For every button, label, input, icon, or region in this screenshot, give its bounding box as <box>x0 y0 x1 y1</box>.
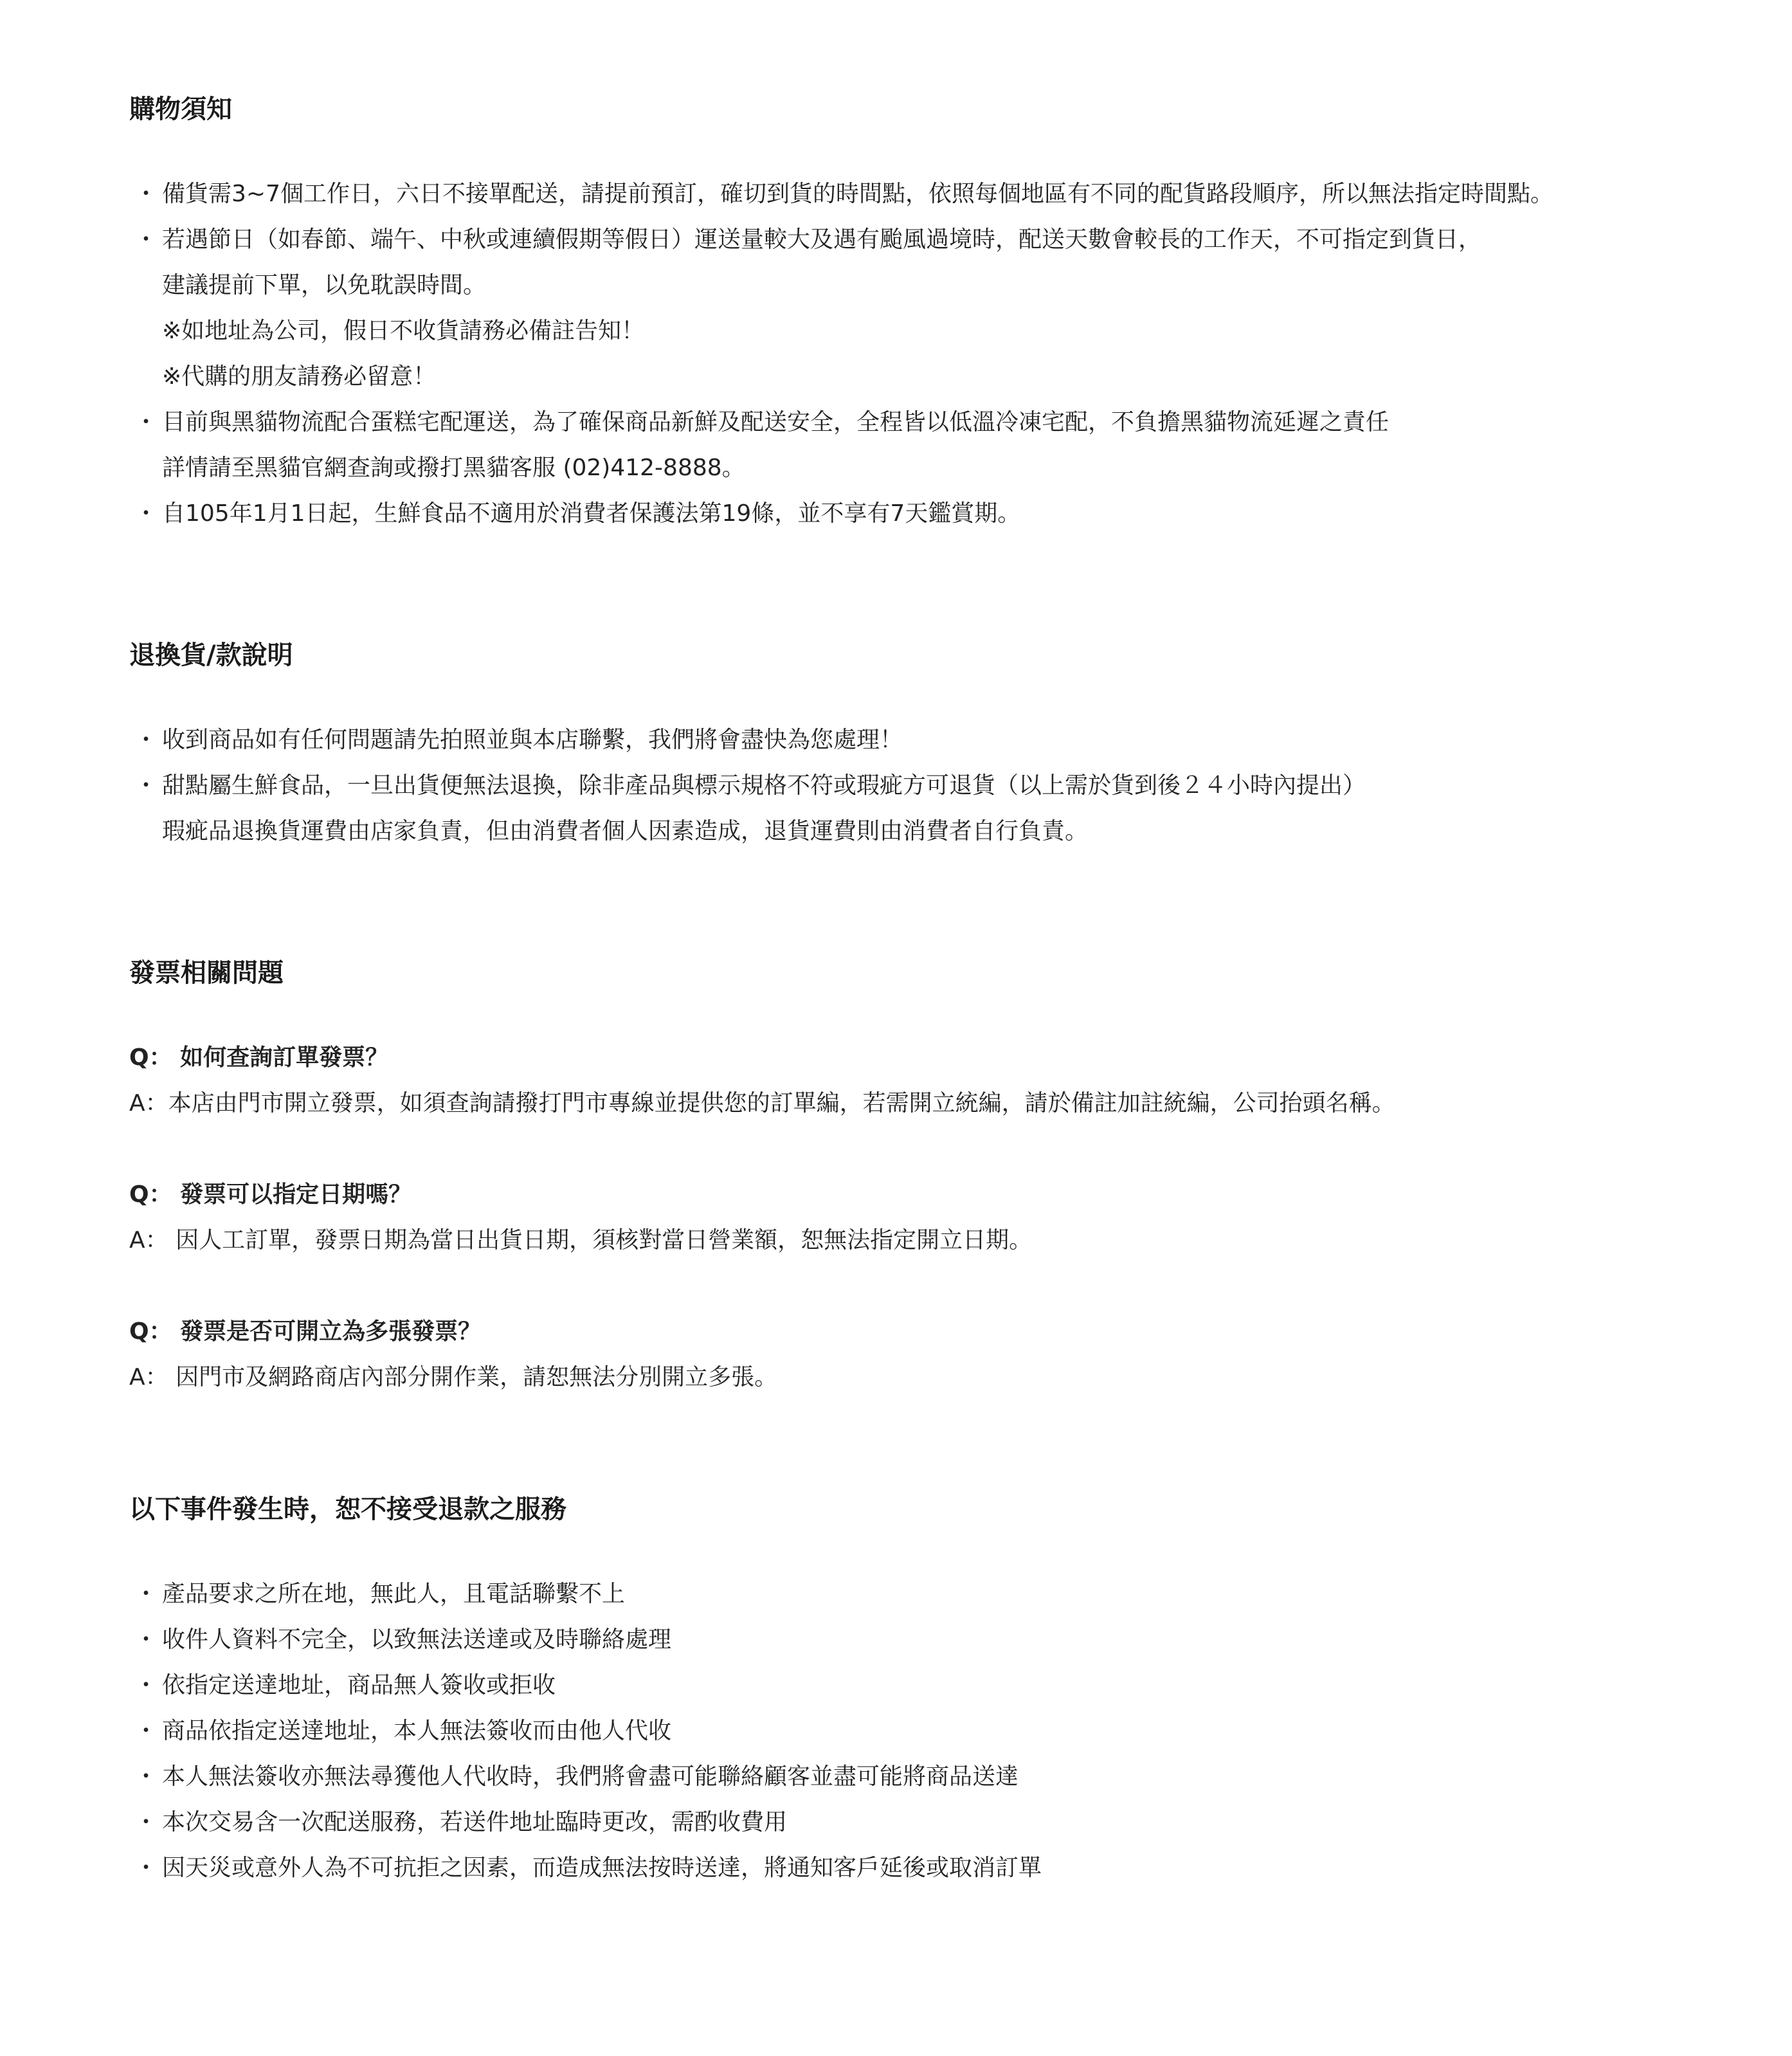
faq-question: Q： 發票是否可開立為多張發票？ <box>129 1318 482 1345</box>
list-item <box>129 1708 1792 1754</box>
list-item <box>129 717 1792 763</box>
returns-list <box>129 717 1792 854</box>
list-item-text: 依指定送達地址，商品無人簽收或拒收 <box>162 1672 556 1698</box>
list-item <box>129 1571 1792 1617</box>
list-item-text: 自105年1月1日起，生鮮食品不適用於消費者保護法第19條，並不享有7天鑑賞期。 <box>162 500 1021 527</box>
list-item-text: 收到商品如有任何問題請先拍照並與本店聯繫，我們將會盡快為您處理！ <box>162 727 903 753</box>
bullet-dot: ・ <box>134 1718 158 1744</box>
no-refund-list <box>129 1571 1792 1891</box>
list-item <box>129 217 1792 399</box>
list-item <box>129 1799 1792 1845</box>
faq-item <box>129 1035 1792 1126</box>
bullet-dot: ・ <box>134 226 158 253</box>
invoice-section <box>129 954 1792 1400</box>
bullet-dot: ・ <box>134 1763 158 1790</box>
shopping-notice-section <box>129 90 1792 536</box>
list-item-text: ※如地址為公司，假日不收貨請務必備註告知！ <box>162 318 645 344</box>
bullet-dot: ・ <box>134 500 158 527</box>
list-item-text: ※代購的朋友請務必留意！ <box>162 363 437 390</box>
faq-question: Q： 發票可以指定日期嗎？ <box>129 1181 412 1208</box>
shopping-notice-list <box>129 171 1792 536</box>
bullet-dot: ・ <box>134 1581 158 1607</box>
faq-question: Q： 如何查詢訂單發票？ <box>129 1044 389 1071</box>
bullet-dot: ・ <box>134 1809 158 1835</box>
bullet-dot: ・ <box>134 181 158 207</box>
list-item-text: 瑕疵品退換貨運費由店家負責，但由消費者個人因素造成，退貨運費則由消費者自行負責。 <box>162 818 1089 844</box>
list-item-text: 本人無法簽收亦無法尋獲他人代收時，我們將會盡可能聯絡顧客並盡可能將商品送達 <box>162 1763 1019 1790</box>
faq-answer: A： 因人工訂單，發票日期為當日出貨日期，須核對當日營業額，恕無法指定開立日期。 <box>129 1227 1033 1253</box>
section-title-no-refund: 以下事件發生時，恕不接受退款之服務 <box>129 1495 566 1524</box>
bullet-dot: ・ <box>134 1672 158 1698</box>
faq-answer: A： 因門市及網路商店內部分開作業，請恕無法分別開立多張。 <box>129 1364 778 1390</box>
list-item-text: 本次交易含一次配送服務，若送件地址臨時更改，需酌收費用 <box>162 1809 788 1835</box>
list-item-text: 備貨需3~7個工作日，六日不接單配送，請提前預訂，確切到貨的時間點，依照每個地區有不同的配貨路段順序，所以無法指定時間點。 <box>162 181 1553 207</box>
list-item-text: 產品要求之所在地，無此人，且電話聯繫不上 <box>162 1581 626 1607</box>
list-item-text: 收件人資料不完全，以致無法送達或及時聯絡處理 <box>162 1626 672 1653</box>
list-item-text: 建議提前下單，以免耽誤時間。 <box>162 272 487 298</box>
section-title-invoice: 發票相關問題 <box>129 958 284 988</box>
list-item-text: 若遇節日（如春節、端午、中秋或連續假期等假日）運送量較大及遇有颱風過境時，配送天數會較長的工作天，不可指定到貨日， <box>162 226 1482 253</box>
list-item <box>129 491 1792 536</box>
list-item <box>129 1754 1792 1799</box>
invoice-faq <box>129 1035 1792 1400</box>
list-item <box>129 763 1792 854</box>
list-item-text: 詳情請至黑貓官網查詢或撥打黑貓客服 (02)412-8888。 <box>162 455 745 481</box>
faq-item <box>129 1172 1792 1263</box>
list-item <box>129 1617 1792 1662</box>
list-item-text: 目前與黑貓物流配合蛋糕宅配運送，為了確保商品新鮮及配送安全，全程皆以低溫冷凍宅配，不負擔黑貓物流延遲之責任 <box>162 409 1389 435</box>
bullet-dot: ・ <box>134 1626 158 1653</box>
list-item <box>129 399 1792 491</box>
list-item <box>129 1845 1792 1891</box>
bullet-dot: ・ <box>134 772 158 799</box>
faq-item <box>129 1309 1792 1400</box>
bullet-dot: ・ <box>134 1855 158 1881</box>
list-item <box>129 171 1792 217</box>
section-title-shopping: 購物須知 <box>129 95 232 124</box>
list-item <box>129 1662 1792 1708</box>
section-title-returns: 退換貨/款說明 <box>129 641 293 670</box>
faq-answer: A：本店由門市開立發票，如須查詢請撥打門市專線並提供您的訂單編，若需開立統編，請於備註加註統編，公司抬頭名稱。 <box>129 1090 1395 1116</box>
returns-section <box>129 636 1792 854</box>
no-refund-section <box>129 1490 1792 1891</box>
list-item-text: 商品依指定送達地址，本人無法簽收而由他人代收 <box>162 1718 672 1744</box>
list-item-text: 因天災或意外人為不可抗拒之因素，而造成無法按時送達，將通知客戶延後或取消訂單 <box>162 1855 1042 1881</box>
bullet-dot: ・ <box>134 727 158 753</box>
list-item-text: 甜點屬生鮮食品，一旦出貨便無法退換，除非產品與標示規格不符或瑕疵方可退貨（以上需於貨到後２４小時內提出） <box>162 772 1366 799</box>
bullet-dot: ・ <box>134 409 158 435</box>
